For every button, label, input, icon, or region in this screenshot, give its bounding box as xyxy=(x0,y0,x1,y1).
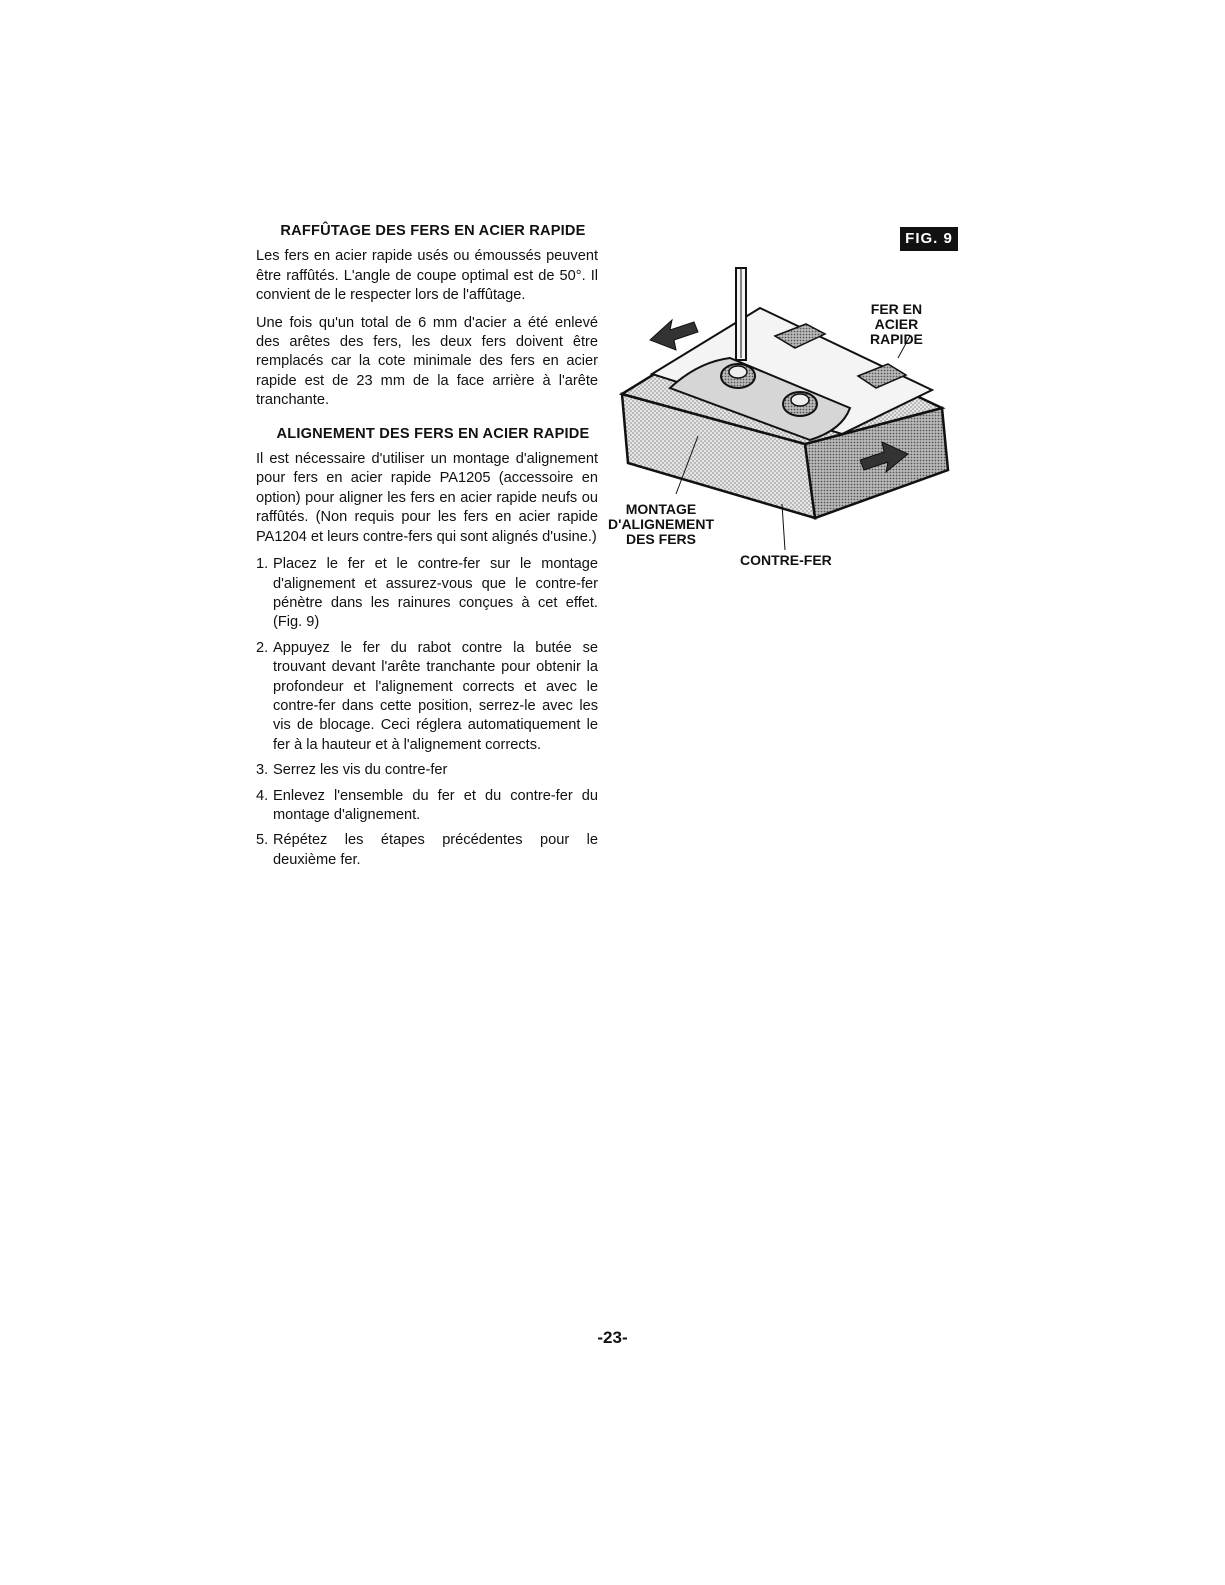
step-number: 3. xyxy=(256,762,269,779)
arrow-icon xyxy=(650,320,698,350)
paragraph: Les fers en acier rapide usés ou émoussés peuvent être raffûtés. L'angle de coupe optimal est de 50°. Il convient de le respecter lors de l'affûtage. xyxy=(256,248,598,304)
page-number: -23- xyxy=(597,1328,628,1347)
callout-line: RAPIDE xyxy=(870,331,923,347)
paragraph: Une fois qu'un total de 6 mm d'acier a été enlevé des arêtes des fers, les deux fers doivent être remplacés car la cote minimale des fers en acier rapide est de 23 mm de la face arrière à l'arête tranchante. xyxy=(256,314,598,409)
list-item xyxy=(256,639,598,755)
callout-line: FER EN xyxy=(870,301,923,317)
figure-badge: FIG. 9 xyxy=(900,227,958,251)
screw xyxy=(791,394,809,406)
figure-9 xyxy=(610,258,970,578)
callout-line: ACIER xyxy=(874,316,919,332)
text-column xyxy=(256,222,598,876)
callout-blade xyxy=(870,302,923,347)
step-number: 4. xyxy=(256,787,269,804)
step-number: 2. xyxy=(256,639,269,656)
screw xyxy=(729,366,747,378)
callout-line: DES FERS xyxy=(625,531,696,547)
step-text: Placez le fer et le contre-fer sur le montage d'alignement et assurez-vous que le contre-fer pénètre dans les rainures conçues à cet effet. (Fig. 9) xyxy=(273,556,598,631)
step-text: Serrez les vis du contre-fer xyxy=(273,762,448,779)
section-resharpening xyxy=(256,222,598,411)
step-text: Appuyez le fer du rabot contre la butée se trouvant devant l'arête tranchante pour obtenir la profondeur et l'alignement corrects et avec le contre-fer dans cette position, serrez-le avec les vis de blocage. Ceci réglera automatiquement le fer à la hauteur et à l'alignement corrects. xyxy=(273,639,598,753)
callout-chipbreaker xyxy=(740,553,832,568)
list-item xyxy=(256,831,598,870)
paragraph: Il est nécessaire d'utiliser un montage d'alignement pour fers en acier rapide PA1205 (accessoire en option) pour aligner les fers en acier rapide neufs ou raffûtés. (Non requis pour les fers en acier rapide PA1204 et leurs contre-fers qui sont alignés d'usine.) xyxy=(256,451,598,545)
callout-jig xyxy=(608,502,714,547)
list-item xyxy=(256,787,598,826)
section-heading: ALIGNEMENT DES FERS EN ACIER RAPIDE xyxy=(276,425,590,442)
step-text: Enlevez l'ensemble du fer et du contre-fer du montage d'alignement. xyxy=(273,787,598,823)
callout-line: D'ALIGNEMENT xyxy=(608,516,714,532)
section-alignment xyxy=(256,425,598,871)
list-item xyxy=(256,555,598,633)
callout-line: CONTRE-FER xyxy=(740,552,832,568)
leader-line xyxy=(782,504,785,550)
step-number: 5. xyxy=(256,832,269,849)
list-item xyxy=(256,761,598,780)
step-text: Répétez les étapes précédentes pour le deuxième fer. xyxy=(273,832,598,868)
step-number: 1. xyxy=(256,556,269,573)
steps-list xyxy=(256,555,598,870)
callout-line: MONTAGE xyxy=(625,501,697,517)
section-heading: RAFFÛTAGE DES FERS EN ACIER RAPIDE xyxy=(280,223,586,239)
